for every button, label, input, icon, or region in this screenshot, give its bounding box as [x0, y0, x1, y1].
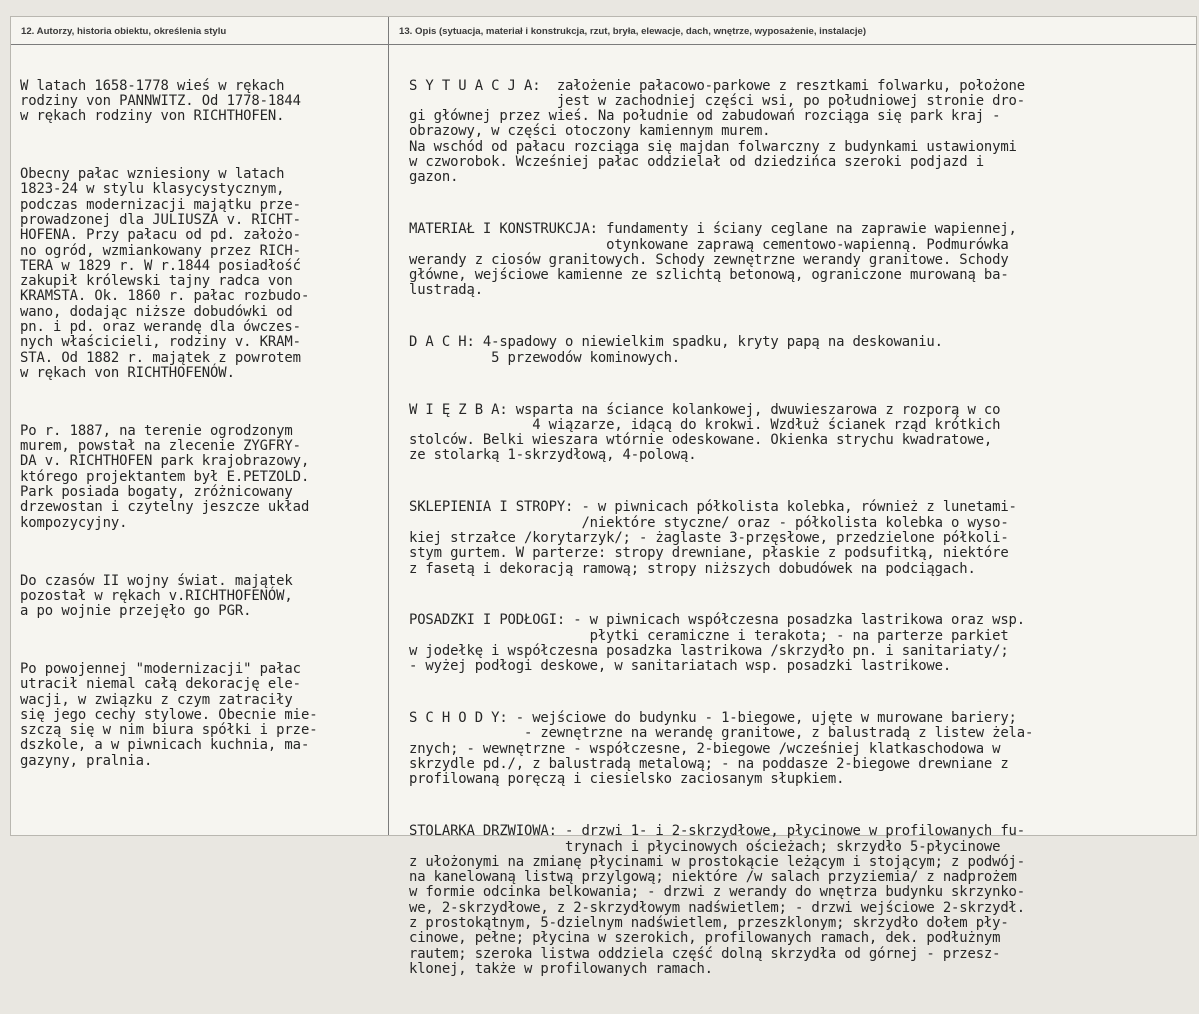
left-header-rule — [11, 44, 388, 45]
floors-paragraph: POSADZKI I PODŁOGI: - w piwnicach współczesna posadzka lastrikowa oraz wsp. płytki ceramiczne i terakota; - na parterze parkiet w jodełkę i współczesna posadzka lastrikowa /skrzydło pn. i sanitariaty/; - wyżej podłogi deskowe, w sanitariatach wsp. posadzki lastrikowe. — [409, 612, 1025, 675]
history-paragraph: Do czasów II wojny świat. majątek pozostał w rękach v.RICHTHOFENÓW, a po wojnie przejęło go PGR. — [20, 572, 293, 620]
description-column — [409, 48, 1033, 1014]
history-paragraph: Obecny pałac wzniesiony w latach 1823-24 w stylu klasycystycznym, podczas modernizacji majątku prze- prowadzonej dla JULIUSZA v. RICHT- HOFENA. Przy pałacu od pd. założo- no ogród, wzmiankowany przez RICH- TERA w 1829 r. W r.1844 posiadłość zakupił królewski tajny radca von KRAMSTA. Ok. 1860 r. pałac rozbudo- wano, dodając niższe dobudówki od pn. i pd. oraz werandę dla ówczes- nych właścicieli, rodziny v. KRAM- STA. Od 1882 r. majątek z powrotem w rękach von RICHTHOFENÓW. — [20, 166, 310, 381]
left-section-header: 12. Autorzy, historia obiektu, określenia stylu — [21, 26, 227, 37]
column-divider — [388, 17, 389, 835]
truss-paragraph: W I Ę Z B A: wsparta na ściance kolankowej, dwuwieszarowa z rozporą w co 4 wiązarze, idącą do krokwi. Wzdłuż ścianek rząd krótkich stolców. Belki wieszara wtórnie odeskowane. Okienka strychu kwadratowe, ze stolarką 1-skrzydłową, 4-polową. — [409, 401, 1001, 464]
roof-paragraph: D A C H: 4-spadowy o niewielkim spadku, kryty papą na deskowaniu. 5 przewodów kominowych. — [409, 334, 943, 366]
doors-paragraph: STOLARKA DRZWIOWA: - drzwi 1- i 2-skrzydłowe, płycinowe w profilowanych fu- trynach i płycinowych ościeżach; skrzydło 5-płycinowe z ułożonymi na zmianę płycinami w prostokącie leżącym i stojącym; z podwój- na kanelowaną listwą przylgową; niektóre /w salach przyziemia/ z nadprożem w formie odcinka belkowania; - drzwi z werandy do wnętrza budynku skrzynko- we, 2-skrzydłowe, z 2-skrzydłowym nadświetlem; - drzwi wejściowe 2-skrzydł. z prostokątnym, 5-dzielnym nadświetlem, przeszklonym; skrzydło dołem pły- cinowe, pełne; płycina w szerokich, profilowanych ramach, dek. podłużnym rautem; szeroka listwa oddziela część dolną skrzydła od górnej - przesz- klonej, także w profilowanych ramach. — [409, 823, 1025, 977]
history-paragraph: Po powojennej "modernizacji" pałac utracił niemal całą dekorację ele- wacji, w związku z czym zatraciły się jego cechy stylowe. Obecnie mie- szczą się w nim biura spółki i prze- dszkole, a w piwnicach kuchnia, ma- gazyny, pralnia. — [20, 660, 318, 769]
right-section-header: 13. Opis (sytuacja, materiał i konstrukcja, rzut, bryła, elewacje, dach, wnętrze, wyposażenie, instalacje) — [399, 26, 867, 37]
history-paragraph: Po r. 1887, na terenie ogrodzonym murem, powstał na zlecenie ZYGFRY- DA v. RICHTHOFEN park krajobrazowy, którego projektantem był E.PETZOLD. Park posiada bogaty, zróżnicowany drzewostan i czytelny jeszcze układ kompozycyjny. — [20, 422, 310, 531]
stairs-paragraph: S C H O D Y: - wejściowe do budynku - 1-biegowe, ujęte w murowane bariery; - zewnętrzne na werandę granitowe, z balustradą z listew żela- znych; - wewnętrzne - współczesne, 2-biegowe /wcześniej klatkaschodowa w skrzydle pd./, z balustradą metalową; - na poddasze 2-biegowe drewniane z profilowaną poręczą i ciesielsko zaciosanym słupkiem. — [409, 710, 1034, 788]
right-header-rule — [389, 44, 1196, 45]
material-paragraph: MATERIAŁ I KONSTRUKCJA: fundamenty i ściany ceglane na zaprawie wapiennej, otynkowane zaprawą cementowo-wapienną. Podmurówka werandy z ciosów granitowych. Schody zewnętrzne werandy granitowe. Schody główne, wejściowe kamienne ze szlichtą betonową, ograniczone murowaną ba- lustradą. — [409, 221, 1017, 299]
history-column — [20, 48, 317, 812]
history-paragraph: W latach 1658-1778 wieś w rękach rodziny von PANNWITZ. Od 1778-1844 w rękach rodziny von RICHTHOFEN. — [20, 77, 301, 125]
vaults-paragraph: SKLEPIENIA I STROPY: - w piwnicach półkolista kolebka, również z lunetami- /niektóre styczne/ oraz - półkolista kolebka o wyso- kiej strzałce /korytarzyk/; - żaglaste 3-przęsłowe, przedzielone półkoli- stym gurtem. W parterze: stropy drewniane, płaskie z podsufitką, niektóre z fasetą i dekoracją ramową; stropy niższych dobudówek na podciągach. — [409, 499, 1017, 577]
document-card — [10, 16, 1197, 977]
situation-paragraph: S Y T U A C J A: założenie pałacowo-parkowe z resztkami folwarku, położone jest w zachodniej części wsi, po południowej stronie dro- gi głównej przez wieś. Na południe od zabudowań rozciąga się park kraj - obrazowy, w części otoczony kamiennym murem. Na wschód od pałacu rozciąga się majdan folwarczny z budynkami ustawionymi w czworobok. Wcześniej pałac oddzielał od dziedzińca szeroki podjazd i gazon. — [409, 77, 1025, 186]
